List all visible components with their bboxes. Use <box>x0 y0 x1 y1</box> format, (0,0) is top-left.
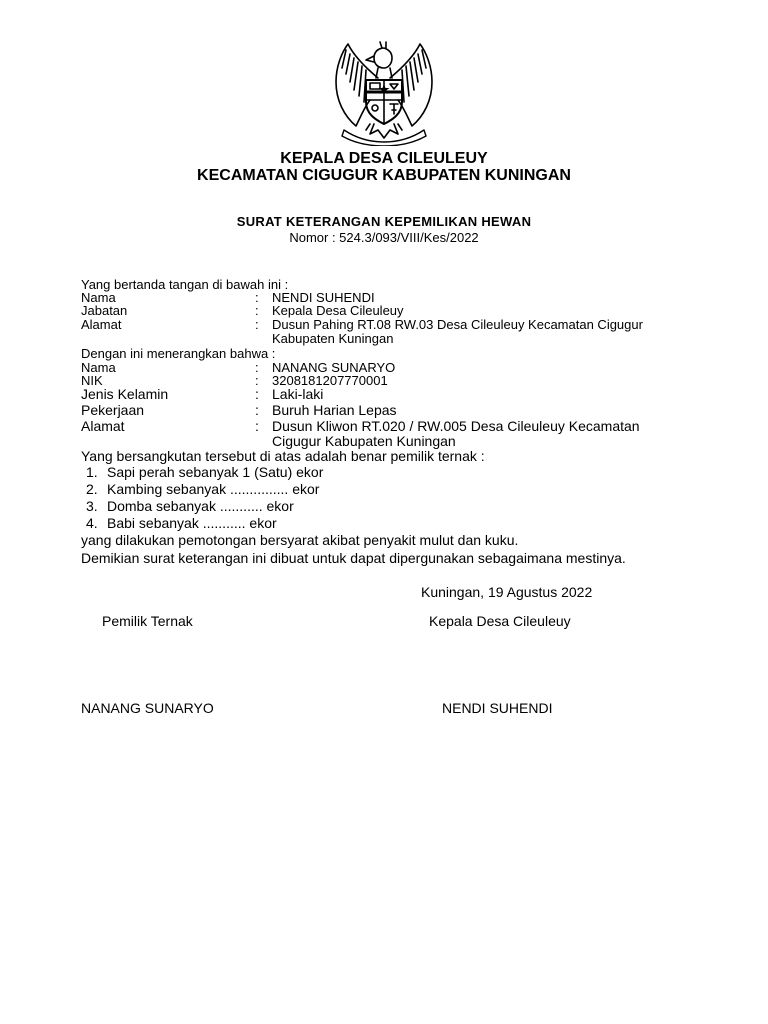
letter-subject: SURAT KETERANGAN KEPEMILIKAN HEWAN <box>236 214 532 229</box>
signer-address-line1: Dusun Pahing RT.08 RW.03 Desa Cileuleuy Kecamatan Cigugur <box>272 317 643 332</box>
colon: : <box>255 373 259 388</box>
list-item-number: 3. <box>86 498 98 514</box>
statement-text: Dengan ini menerangkan bahwa : <box>81 346 276 361</box>
left-signatory-role: Pemilik Ternak <box>102 613 193 629</box>
person-address-line2: Cigugur Kabupaten Kuningan <box>272 433 456 449</box>
list-item-number: 1. <box>86 464 98 480</box>
person-job-label: Pekerjaan <box>81 402 145 418</box>
person-gender-label: Jenis Kelamin <box>81 386 169 402</box>
condition-text: yang dilakukan pemotongan bersyarat akibat penyakit mulut dan kuku. <box>81 532 519 548</box>
person-address-line1: Dusun Kliwon RT.020 / RW.005 Desa Cileuleuy Kecamatan <box>272 418 640 434</box>
left-signatory-name: NANANG SUNARYO <box>81 700 214 716</box>
signer-name-value: NENDI SUHENDI <box>272 290 375 305</box>
list-item-number: 4. <box>86 515 98 531</box>
colon: : <box>255 402 259 418</box>
person-nik-value: 3208181207770001 <box>272 373 388 388</box>
list-item-number: 2. <box>86 481 98 497</box>
intro-text: Yang bertanda tangan di bawah ini : <box>81 277 289 292</box>
list-item: Babi sebanyak ........... ekor <box>107 515 277 531</box>
list-item: Sapi perah sebanyak 1 (Satu) ekor <box>107 464 324 480</box>
colon: : <box>255 360 259 375</box>
signer-position-label: Jabatan <box>81 303 128 318</box>
header-title-line2: KECAMATAN CIGUGUR KABUPATEN KUNINGAN <box>197 167 571 184</box>
signer-position-value: Kepala Desa Cileuleuy <box>272 303 404 318</box>
person-name-value: NANANG SUNARYO <box>272 360 396 375</box>
list-item: Kambing sebanyak ............... ekor <box>107 481 320 497</box>
colon: : <box>255 386 259 402</box>
header-title-line1: KEPALA DESA CILEULEUY <box>280 150 488 167</box>
colon: : <box>255 418 259 434</box>
right-signatory-name: NENDI SUHENDI <box>442 700 553 716</box>
closing-text: Demikian surat keterangan ini dibuat untuk dapat dipergunakan sebagaimana mestinya. <box>81 550 626 566</box>
colon: : <box>255 317 259 332</box>
signer-name-label: Nama <box>81 290 116 305</box>
person-gender-value: Laki-laki <box>272 386 324 402</box>
signer-address-line2: Kabupaten Kuningan <box>272 331 394 346</box>
person-job-value: Buruh Harian Lepas <box>272 402 397 418</box>
owner-statement-text: Yang bersangkutan tersebut di atas adalah benar pemilik ternak : <box>81 448 485 464</box>
colon: : <box>255 303 259 318</box>
place-date: Kuningan, 19 Agustus 2022 <box>421 584 593 600</box>
person-address-label: Alamat <box>81 418 125 434</box>
colon: : <box>255 290 259 305</box>
letter-number: Nomor : 524.3/093/VIII/Kes/2022 <box>289 230 479 245</box>
list-item: Domba sebanyak ........... ekor <box>107 498 294 514</box>
person-name-label: Nama <box>81 360 116 375</box>
right-signatory-role: Kepala Desa Cileuleuy <box>429 613 571 629</box>
person-nik-label: NIK <box>81 373 103 388</box>
garuda-emblem-icon <box>326 38 442 146</box>
signer-address-label: Alamat <box>81 317 122 332</box>
